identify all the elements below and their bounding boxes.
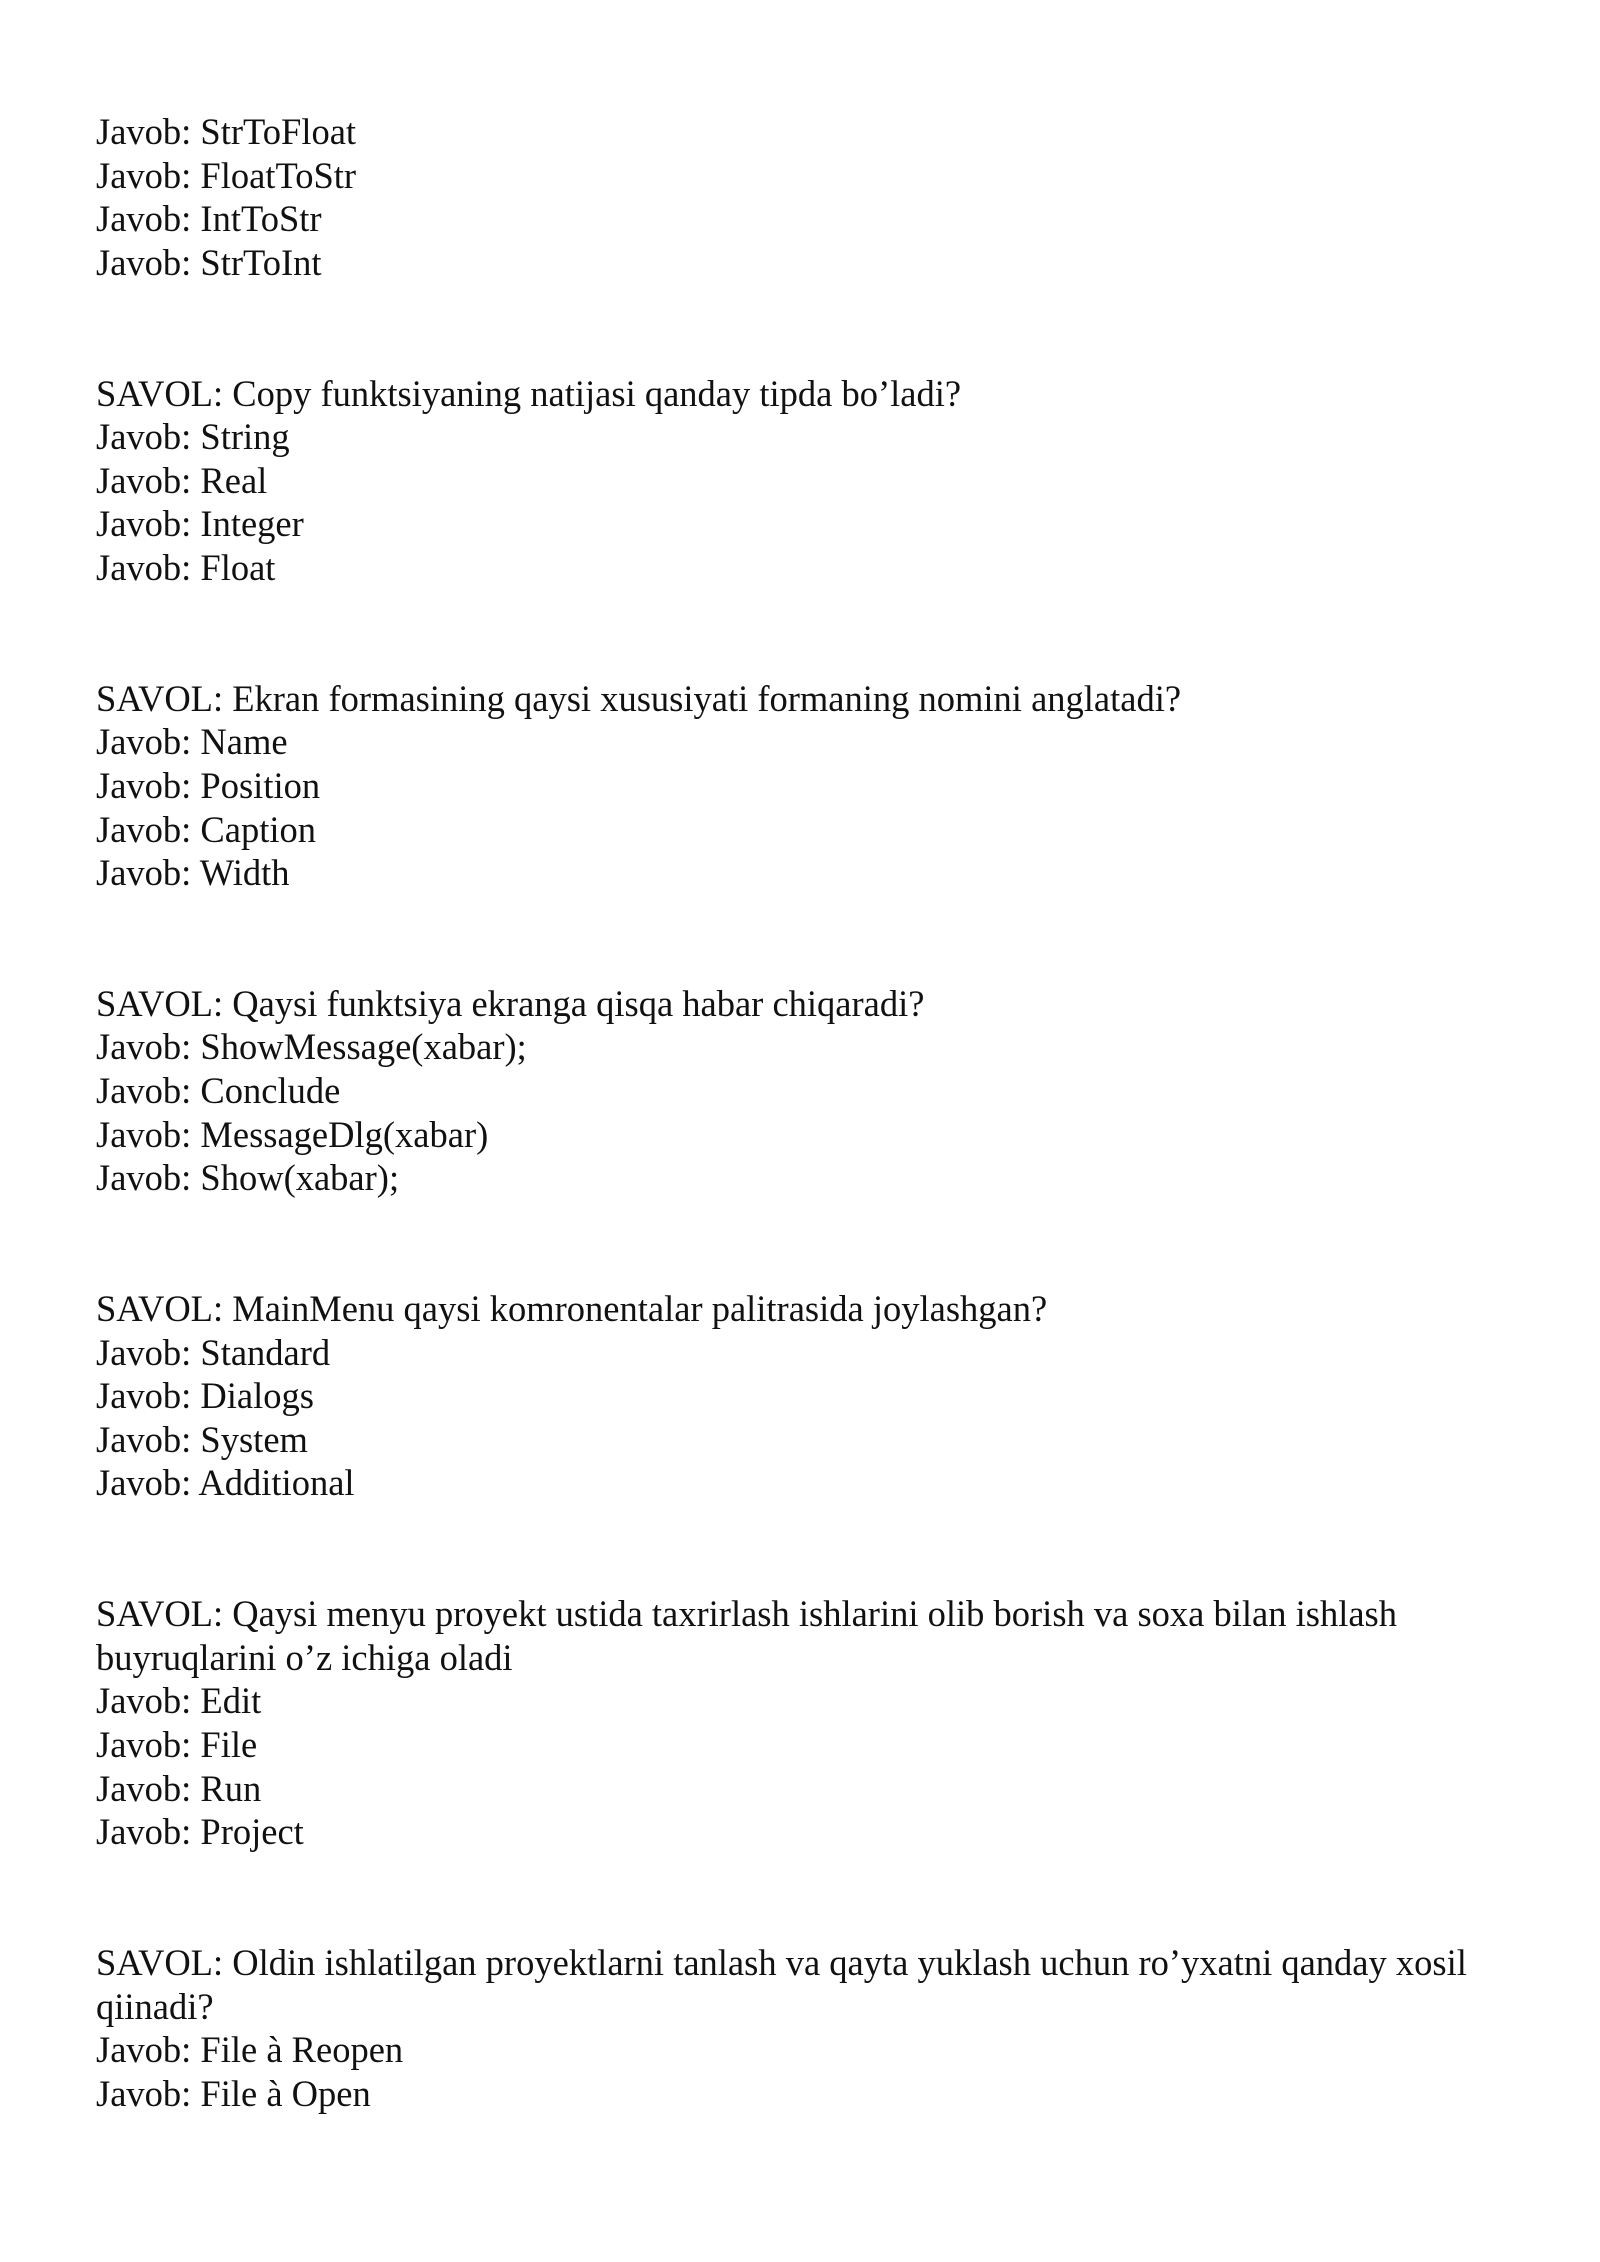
question-text: SAVOL: MainMenu qaysi komronentalar palitrasida joylashgan? [96, 1288, 1048, 1330]
answer-option: Javob: Dialogs [96, 1375, 314, 1417]
answer-option: Javob: Name [96, 721, 288, 763]
question-block [96, 1941, 1516, 2115]
answer-option: Javob: File à Reopen [96, 2029, 404, 2071]
answer-option: Javob: File à Open [96, 2072, 371, 2114]
answer-option: Javob: System [96, 1418, 308, 1460]
document-page [96, 110, 1516, 2115]
answer-option: Javob: String [96, 416, 290, 458]
answer-option: Javob: Position [96, 764, 321, 806]
answer-option: Javob: Conclude [96, 1070, 341, 1112]
answer-option: Javob: StrToInt [96, 241, 322, 283]
answer-option: Javob: Project [96, 1811, 304, 1853]
answer-option: Javob: FloatToStr [96, 154, 357, 196]
question-text: SAVOL: Qaysi funktsiya ekranga qisqa habar chiqaradi? [96, 982, 925, 1024]
question-block [96, 1592, 1516, 1854]
question-block [96, 1287, 1516, 1505]
question-text: SAVOL: Ekran formasining qaysi xususiyati formaning nomini anglatadi? [96, 677, 1182, 719]
question-block [96, 372, 1516, 590]
question-block [96, 982, 1516, 1200]
answer-option: Javob: MessageDlg(xabar) [96, 1113, 489, 1155]
answer-option: Javob: StrToFloat [96, 111, 357, 152]
answer-option: Javob: Additional [96, 1462, 355, 1504]
answer-option: Javob: ShowMessage(xabar); [96, 1026, 527, 1068]
answer-option: Javob: Float [96, 546, 276, 588]
answer-option: Javob: Integer [96, 503, 304, 545]
question-block [96, 110, 1516, 284]
answer-option: Javob: Caption [96, 808, 316, 850]
answer-option: Javob: IntToStr [96, 198, 322, 240]
answer-option: Javob: Show(xabar); [96, 1157, 400, 1199]
question-text: SAVOL: Copy funktsiyaning natijasi qanday tipda bo’ladi? [96, 372, 962, 414]
question-block [96, 677, 1516, 895]
answer-option: Javob: Run [96, 1767, 262, 1809]
answer-option: Javob: Edit [96, 1680, 262, 1722]
question-text: SAVOL: Qaysi menyu proyekt ustida taxrirlash ishlarini olib borish va soxa bilan ishlash buyruqlarini o’z ichiga oladi [96, 1593, 1407, 1678]
answer-option: Javob: File [96, 1723, 258, 1765]
answer-option: Javob: Real [96, 459, 268, 501]
question-text: SAVOL: Oldin ishlatilgan proyektlarni tanlash va qayta yuklash uchun ro’yxatni qanday xosil qiinadi? [96, 1941, 1476, 2027]
answer-option: Javob: Standard [96, 1331, 331, 1373]
answer-option: Javob: Width [96, 852, 290, 894]
